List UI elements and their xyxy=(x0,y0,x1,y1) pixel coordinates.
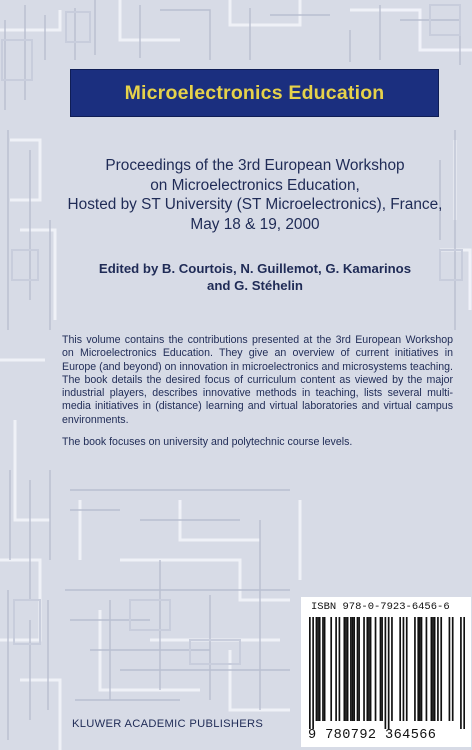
barcode-bar xyxy=(309,617,311,729)
barcode-bar xyxy=(357,617,359,721)
proceedings-line: May 18 & 19, 2000 xyxy=(190,215,320,233)
barcode-bar xyxy=(421,617,423,721)
barcode-bar xyxy=(330,617,332,721)
barcode-bar xyxy=(388,617,390,729)
ean-digits: 9 780792 364566 xyxy=(308,728,437,743)
barcode-bar xyxy=(352,617,354,721)
proceedings-line: on Microelectronics Education, xyxy=(150,176,360,194)
barcode-bar xyxy=(380,617,382,721)
barcode-bar xyxy=(358,617,360,721)
barcode-bar xyxy=(403,617,405,721)
isbn-number: ISBN 978-0-7923-6456-6 xyxy=(311,601,450,613)
description-paragraph: The book focuses on university and polytechnic course levels. xyxy=(62,436,353,449)
barcode-bar xyxy=(419,617,421,721)
editors-line: Edited by B. Courtois, N. Guillemot, G. Kamarinos xyxy=(98,261,412,276)
barcode-bar xyxy=(322,617,324,721)
barcode-bar xyxy=(452,617,454,721)
barcode-bar xyxy=(343,617,345,721)
barcode-bar xyxy=(368,617,370,721)
barcode-bar xyxy=(335,617,337,721)
barcode-bar xyxy=(339,617,341,721)
barcode-bar xyxy=(316,617,318,721)
editors-line: and G. Stéhelin xyxy=(207,278,303,293)
barcode-bar xyxy=(440,617,442,721)
barcode-bar xyxy=(426,617,428,721)
barcode-bar xyxy=(366,617,368,721)
barcode-bar xyxy=(353,617,355,721)
description-blurb xyxy=(62,334,453,449)
barcode-bar xyxy=(406,617,408,721)
barcode-bar xyxy=(350,617,352,721)
barcode-bar xyxy=(463,617,465,729)
barcode-bar xyxy=(370,617,372,721)
description-paragraph: This volume contains the contributions presented at the 3rd European Workshop on Microelectronics Education. They give an overview of current initiatives in Europe (and beyond) on innovation in microelectronics and microsystems teaching. The book details the desired focus of curriculum content as viewed by the major industrial players, describes innovative methods in teaching, lists several multi-media initiatives in (distance) learning and virtual laboratories and virtual campus environments. xyxy=(62,334,453,426)
barcode-panel xyxy=(301,597,471,747)
barcode-bar xyxy=(460,617,462,729)
barcode-bar xyxy=(363,617,365,721)
barcode-bar xyxy=(391,617,393,721)
barcode-bar xyxy=(381,617,383,721)
barcode-bar xyxy=(347,617,349,721)
proceedings-line: Proceedings of the 3rd European Workshop xyxy=(105,157,405,174)
publisher-name: KLUWER ACADEMIC PUBLISHERS xyxy=(72,718,264,730)
barcode-bar xyxy=(317,617,319,721)
barcode-bar xyxy=(417,617,419,721)
barcode-bar xyxy=(434,617,436,721)
book-title: Microelectronics Education xyxy=(124,81,385,104)
barcode-bar xyxy=(437,617,439,721)
barcode-bar xyxy=(312,617,314,729)
barcode-bar xyxy=(324,617,326,721)
proceedings-line: Hosted by ST University (ST Microelectronics), France, xyxy=(67,196,443,213)
barcode-bar xyxy=(375,617,377,721)
barcode-bar xyxy=(449,617,451,721)
proceedings-info xyxy=(60,156,450,234)
barcode-bar xyxy=(385,617,387,729)
barcode-bar xyxy=(414,617,416,721)
title-banner xyxy=(71,70,438,116)
barcode-bar xyxy=(399,617,401,721)
barcode-icon xyxy=(309,617,465,729)
barcode-bar xyxy=(432,617,434,721)
editors-credit xyxy=(60,260,450,294)
barcode-bar xyxy=(345,617,347,721)
barcode-bar xyxy=(431,617,433,721)
barcode-bar xyxy=(319,617,321,721)
